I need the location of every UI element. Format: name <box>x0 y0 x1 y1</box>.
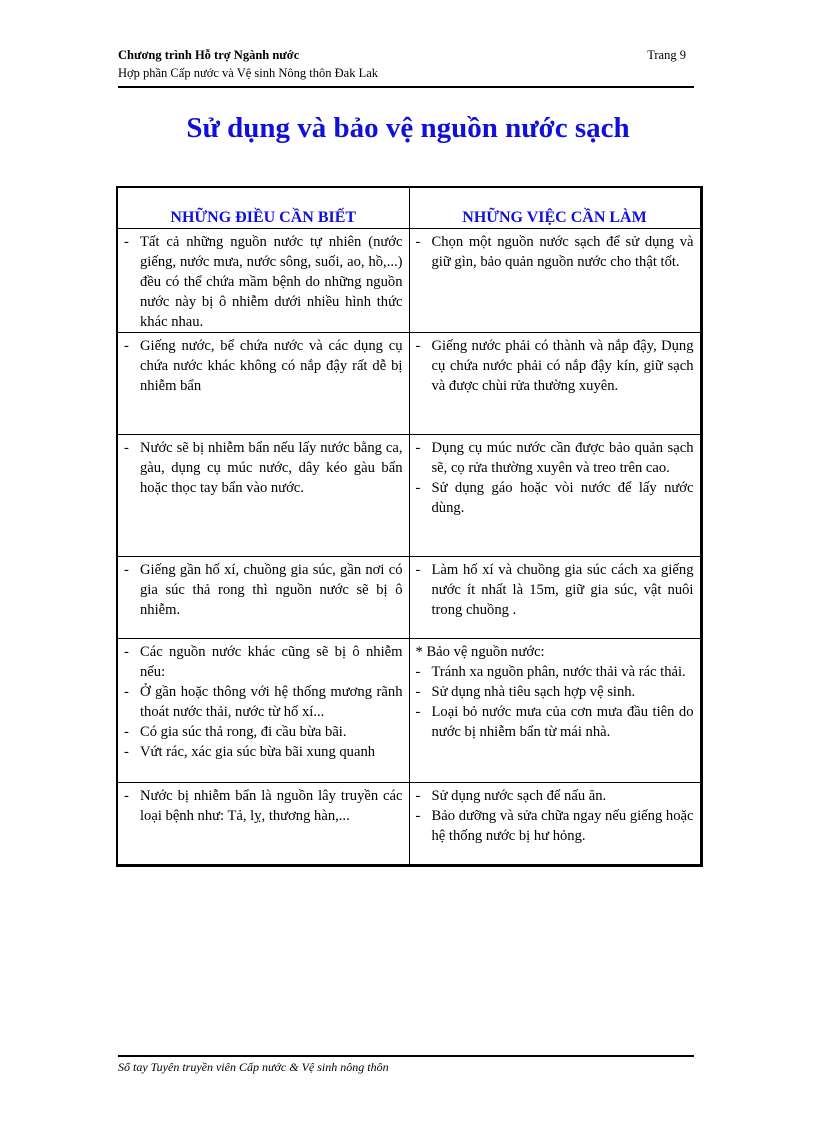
know-cell <box>117 333 409 435</box>
page-header <box>118 44 694 88</box>
table-row <box>117 639 701 783</box>
do-cell <box>409 229 701 333</box>
table-row <box>117 333 701 435</box>
list-item: - Các nguồn nước khác cũng sẽ bị ô nhiễm nếu: <box>122 642 403 682</box>
do-cell <box>409 557 701 639</box>
list-item: - Tránh xa nguồn phân, nước thải và rác thải. <box>414 662 694 682</box>
list-item: - Dụng cụ múc nước cần được bảo quản sạch sẽ, cọ rửa thường xuyên và treo trên cao. <box>414 438 694 478</box>
header-divider <box>118 86 694 88</box>
list-item: - Giếng nước phải có thành và nắp đậy, Dụng cụ chứa nước phải có nắp đậy kín, giữ sạch và được chùi rửa thường xuyên. <box>414 336 694 396</box>
list-item: - Sử dụng nhà tiêu sạch hợp vệ sinh. <box>414 682 694 702</box>
list-item: - Sử dụng nước sạch để nấu ăn. <box>414 786 694 806</box>
page-footer: Sổ tay Tuyên truyền viên Cấp nước & Vệ sinh nông thôn <box>118 1060 389 1074</box>
know-cell <box>117 783 409 866</box>
list-item: - Chọn một nguồn nước sạch để sử dụng và giữ gìn, bảo quản nguồn nước cho thật tốt. <box>414 232 694 272</box>
table-row <box>117 557 701 639</box>
page-number: Trang 9 <box>647 48 686 62</box>
do-cell <box>409 333 701 435</box>
table-row <box>117 783 701 866</box>
list-item: - Nước bị nhiễm bẩn là nguồn lây truyền các loại bệnh như: Tả, lỵ, thương hàn,... <box>122 786 403 826</box>
table-header-row <box>117 187 701 229</box>
table-row <box>117 229 701 333</box>
do-cell <box>409 783 701 866</box>
know-cell <box>117 557 409 639</box>
page-title: Sử dụng và bảo vệ nguồn nước sạch <box>186 112 630 144</box>
list-item: - Có gia súc thả rong, đi cầu bừa bãi. <box>122 722 403 742</box>
column-header-do: NHỮNG VIỆC CẦN LÀM <box>409 187 701 229</box>
list-item: - Sử dụng gáo hoặc vòi nước để lấy nước dùng. <box>414 478 694 518</box>
list-item: - Làm hố xí và chuồng gia súc cách xa giếng nước ít nhất là 15m, giữ gia súc, vật nuôi trong chuồng . <box>414 560 694 620</box>
do-cell <box>409 435 701 557</box>
column-header-know: NHỮNG ĐIỀU CẦN BIẾT <box>117 187 409 229</box>
list-item: - Giếng gần hố xí, chuồng gia súc, gần nơi có gia súc thả rong thì nguồn nước sẽ bị ô nhiễm. <box>122 560 403 620</box>
program-name: Chương trình Hỗ trợ Ngành nước <box>118 48 300 62</box>
list-item: - Tất cả những nguồn nước tự nhiên (nước giếng, nước mưa, nước sông, suối, ao, hồ,...) đều có thể chứa mầm bệnh do những nguồn nước này bị ô nhiễm dưới nhiều hình thức khác nhau. <box>122 232 403 332</box>
know-cell <box>117 229 409 333</box>
list-item: - Ở gần hoặc thông với hệ thống mương rãnh thoát nước thải, nước từ hố xí... <box>122 682 403 722</box>
list-item: - Nước sẽ bị nhiễm bẩn nếu lấy nước bằng ca, gàu, dụng cụ múc nước, dây kéo gàu bẩn hoặc thọc tay bẩn vào nước. <box>122 438 403 498</box>
list-item: - Giếng nước, bể chứa nước và các dụng cụ chứa nước khác không có nắp đậy rất dễ bị nhiễm bẩn <box>122 336 403 396</box>
list-item: - Vứt rác, xác gia súc bừa bãi xung quanh <box>122 742 403 762</box>
footer-divider <box>118 1055 694 1057</box>
list-item: - Loại bỏ nước mưa của cơn mưa đầu tiên do nước bị nhiễm bẩn từ mái nhà. <box>414 702 694 742</box>
table-row <box>117 435 701 557</box>
do-cell <box>409 639 701 783</box>
know-cell <box>117 435 409 557</box>
guidance-table <box>116 186 703 867</box>
know-cell <box>117 639 409 783</box>
do-lead-text: * Bảo vệ nguồn nước: <box>415 644 545 660</box>
list-item: - Bảo dưỡng và sửa chữa ngay nếu giếng hoặc hệ thống nước bị hư hỏng. <box>414 806 694 846</box>
subproject-name: Hợp phần Cấp nước và Vệ sinh Nông thôn Đak Lak <box>118 66 378 80</box>
